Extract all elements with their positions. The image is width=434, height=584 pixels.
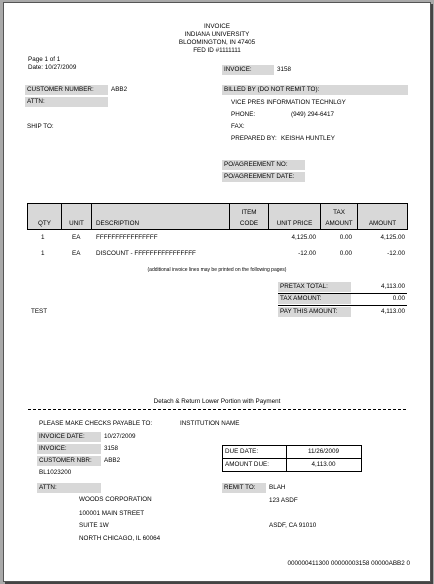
col-rule-7: [407, 203, 408, 230]
col-item-code-1: ITEM: [241, 209, 257, 216]
col-tax-1: TAX: [333, 209, 345, 216]
col-amount: AMOUNT: [368, 220, 397, 227]
stub-invoice-value: 3158: [104, 445, 119, 452]
row-unit-price: -12.00: [298, 250, 316, 257]
row-description: DISCOUNT - FFFFFFFFFFFFFFFF: [96, 250, 196, 257]
stub-invoice-date-value: 10/27/2009: [104, 433, 136, 440]
stub-attn-label: ATTN:: [39, 484, 57, 491]
row-unit: EA: [72, 250, 81, 257]
address-line-3: SUITE 1W: [79, 522, 109, 529]
additional-lines-note: (additional invoice lines may be printed on the following pages): [147, 267, 287, 273]
due-box-divider: [223, 458, 361, 459]
memo-text: TEST: [31, 308, 48, 315]
stub-invoice-label: INVOICE:: [39, 445, 67, 452]
invoice-title: INVOICE: [204, 23, 230, 30]
tax-label: TAX AMOUNT:: [280, 295, 322, 302]
ship-to-label: SHIP TO:: [27, 123, 54, 130]
detach-line: [28, 409, 406, 410]
address-line-1: WOODS CORPORATION: [79, 496, 152, 503]
scan-line: 000000411300 00000003158 00000ABB2 0: [287, 560, 410, 567]
prepared-by-value: KEISHA HUNTLEY: [281, 135, 335, 142]
pretax-value: 4,113.00: [380, 283, 405, 290]
page-count: Page 1 of 1: [28, 56, 61, 63]
address-line-4: NORTH CHICAGO, IL 60064: [79, 535, 161, 542]
payable-value: INSTITUTION NAME: [180, 420, 240, 427]
table-top-line: [27, 203, 408, 204]
customer-number-label: CUSTOMER NUMBER:: [27, 86, 94, 93]
row-description: FFFFFFFFFFFFFFFF: [96, 234, 158, 241]
stub-customer-nbr-value: ABB2: [104, 457, 121, 464]
tax-rule: [278, 305, 407, 306]
pay-label: PAY THIS AMOUNT:: [280, 308, 338, 315]
remit-to-line-1: BLAH: [269, 484, 286, 491]
university-name: INDIANA UNIVERSITY: [184, 31, 250, 38]
row-qty: 1: [41, 234, 45, 241]
amount-due-label: AMOUNT DUE:: [225, 461, 269, 468]
address-line-2: 100001 MAIN STREET: [79, 510, 145, 517]
customer-number: ABB2: [111, 86, 128, 93]
prepared-by-label: PREPARED BY:: [231, 135, 277, 142]
remit-to-line-3: ASDF, CA 91010: [269, 522, 317, 529]
row-amount: -12.00: [387, 250, 405, 257]
tax-value: 0.00: [392, 295, 405, 302]
fax-label: FAX:: [231, 123, 245, 130]
po-no-label: PO/AGREEMENT NO:: [224, 161, 288, 168]
invoice-label: INVOICE:: [224, 66, 252, 73]
billed-by-label: BILLED BY (DO NOT REMIT TO):: [224, 86, 320, 93]
col-item-code-2: CODE: [239, 220, 259, 227]
col-description: DESCRIPTION: [96, 220, 140, 227]
table-header-bottom-line: [27, 229, 408, 230]
bl-code: BL1023200: [39, 469, 72, 476]
po-date-label: PO/AGREEMENT DATE:: [224, 173, 295, 180]
fed-id: FED ID #1111111: [193, 47, 241, 54]
remit-to-label: REMIT TO:: [224, 484, 256, 491]
stub-customer-nbr-label: CUSTOMER NBR:: [39, 457, 92, 464]
row-unit: EA: [72, 234, 81, 241]
invoice-number: 3158: [277, 66, 292, 73]
billed-by-name: VICE PRES INFORMATION TECHNLGY: [231, 99, 346, 106]
pay-value: 4,113.00: [380, 308, 405, 315]
row-qty: 1: [41, 250, 45, 257]
col-tax-2: AMOUNT: [325, 220, 353, 227]
row-amount: 4,125.00: [380, 234, 405, 241]
pretax-label: PRETAX TOTAL:: [280, 283, 328, 290]
detach-instruction: Detach & Return Lower Portion with Payment: [153, 398, 281, 405]
payable-label: PLEASE MAKE CHECKS PAYABLE TO:: [39, 420, 153, 427]
attn-label: ATTN:: [27, 98, 45, 105]
phone-value: (949) 294-6417: [291, 111, 335, 118]
col-rule-2: [91, 203, 92, 230]
col-unit-price: UNIT PRICE: [276, 220, 313, 227]
row-tax: 0.00: [339, 234, 352, 241]
amount-due-value: 4,113.00: [311, 461, 336, 468]
due-date-value: 11/26/2009: [307, 448, 340, 455]
col-qty: QTY: [38, 220, 51, 227]
due-date-label: DUE DATE:: [225, 448, 259, 455]
col-unit: UNIT: [69, 220, 84, 227]
stub-invoice-date-label: INVOICE DATE:: [39, 433, 85, 440]
invoice-page: [3, 2, 431, 582]
remit-to-line-2: 123 ASDF: [269, 497, 298, 504]
university-city: BLOOMINGTON, IN 47405: [178, 39, 256, 46]
invoice-date: Date: 10/27/2009: [28, 64, 77, 71]
row-tax: 0.00: [339, 250, 352, 257]
row-unit-price: 4,125.00: [291, 234, 316, 241]
phone-label: PHONE:: [231, 111, 256, 118]
